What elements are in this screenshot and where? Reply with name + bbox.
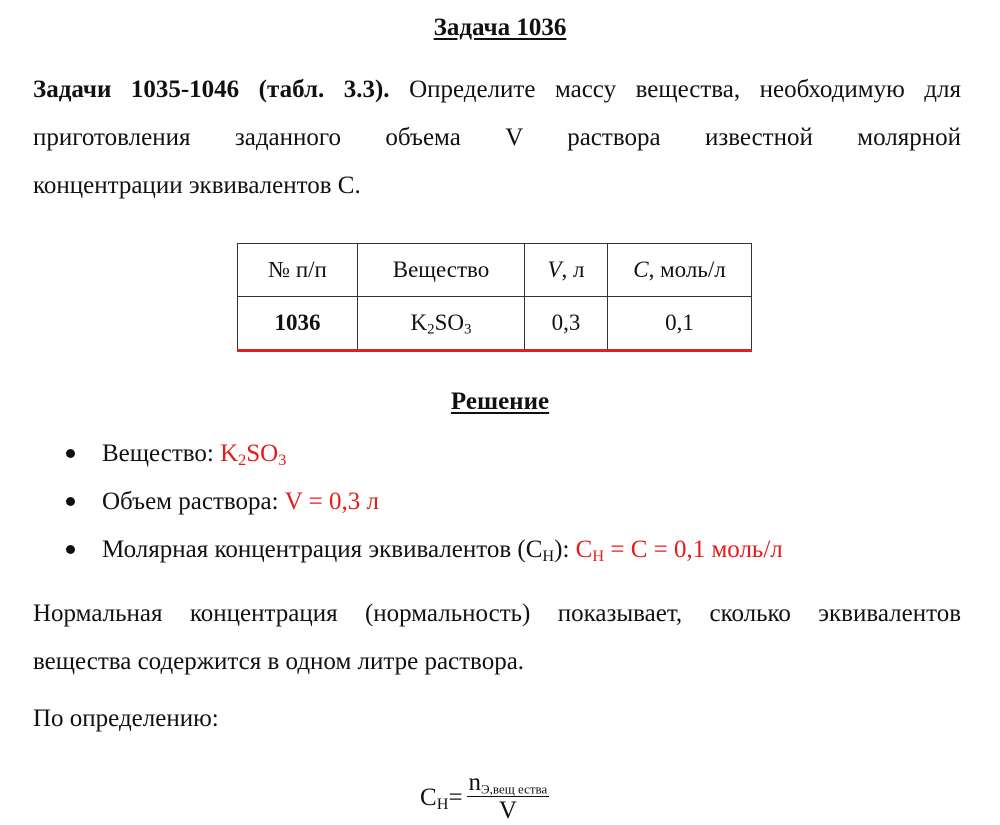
solution-heading: Решение (450, 388, 550, 415)
header-num: № п/п (238, 244, 358, 297)
cell-substance (358, 297, 525, 351)
formula-part: С (575, 536, 593, 563)
cell-concentration: 0,1 (608, 297, 752, 351)
task-statement-text-1: Определите массу вещества, необходимую для (389, 76, 961, 103)
formula-part: С (420, 783, 437, 811)
fraction-numerator (467, 770, 550, 797)
formula-part: K (410, 310, 428, 335)
task-statement-line-3: концентрации эквивалентов С. (33, 172, 361, 199)
formula-subscript: 3 (278, 451, 287, 470)
header-volume (525, 244, 608, 297)
formula-subscript: 2 (238, 451, 247, 470)
formula-part: K (220, 440, 239, 467)
bullet-icon (66, 545, 75, 554)
table-header-row (238, 244, 752, 297)
formula-subscript: Н (436, 794, 449, 813)
fact-label: Молярная концентрация эквивалентов (С (102, 536, 543, 563)
formula-subscript: 3 (464, 321, 472, 338)
formula-equals: = (448, 783, 463, 811)
cell-volume: 0,3 (525, 297, 608, 351)
normality-explanation (33, 590, 961, 686)
list-item (66, 478, 783, 526)
table-row (238, 297, 752, 351)
task-statement-line-1 (33, 66, 961, 114)
fact-label-end: ): (554, 536, 576, 563)
given-list (66, 430, 783, 574)
formula-part: n (468, 769, 482, 796)
task-table (237, 243, 752, 352)
formula-subscript: Н (592, 547, 605, 566)
page-title: Задача 1036 (433, 14, 567, 41)
formula-lhs (420, 784, 448, 812)
fact-value: V = 0,3 л (284, 488, 379, 515)
header-volume-symbol: V (547, 257, 562, 282)
task-statement-line-2: приготовления заданного объема V раствора известной молярной (33, 124, 961, 151)
task-statement (33, 66, 961, 210)
header-substance: Вещество (358, 244, 525, 297)
list-item (66, 526, 783, 574)
list-item (66, 430, 783, 478)
fact-label: Объем раствора: (102, 488, 285, 515)
explanation-line-1: Нормальная концентрация (нормальность) показывает, сколько эквивалентов (33, 600, 961, 627)
fact-label-subscript: Н (542, 547, 555, 566)
formula-fraction (467, 770, 550, 825)
fact-value (575, 536, 783, 566)
formula-part: SO (434, 310, 465, 335)
header-volume-unit: , л (561, 257, 585, 282)
definition-lead: По определению: (33, 705, 219, 732)
normality-formula (420, 770, 549, 825)
header-concentration (608, 244, 752, 297)
bullet-icon (66, 449, 75, 458)
bullet-icon (66, 497, 75, 506)
explanation-line-2: вещества содержится в одном литре раствора. (33, 648, 525, 675)
formula-subscript: Э,вещ ества (481, 781, 548, 797)
formula-subscript: 2 (427, 321, 435, 338)
fact-label: Вещество: (102, 440, 221, 467)
cell-num: 1036 (238, 297, 358, 351)
task-range-label: Задачи 1035-1046 (табл. 3.3). (33, 76, 390, 103)
header-conc-symbol: C (633, 257, 649, 282)
fact-value (220, 440, 287, 470)
fraction-denominator: V (498, 797, 517, 824)
formula-part: = С = 0,1 моль/л (604, 536, 783, 563)
formula-part: SO (246, 440, 279, 467)
header-conc-unit: , моль/л (648, 257, 726, 282)
